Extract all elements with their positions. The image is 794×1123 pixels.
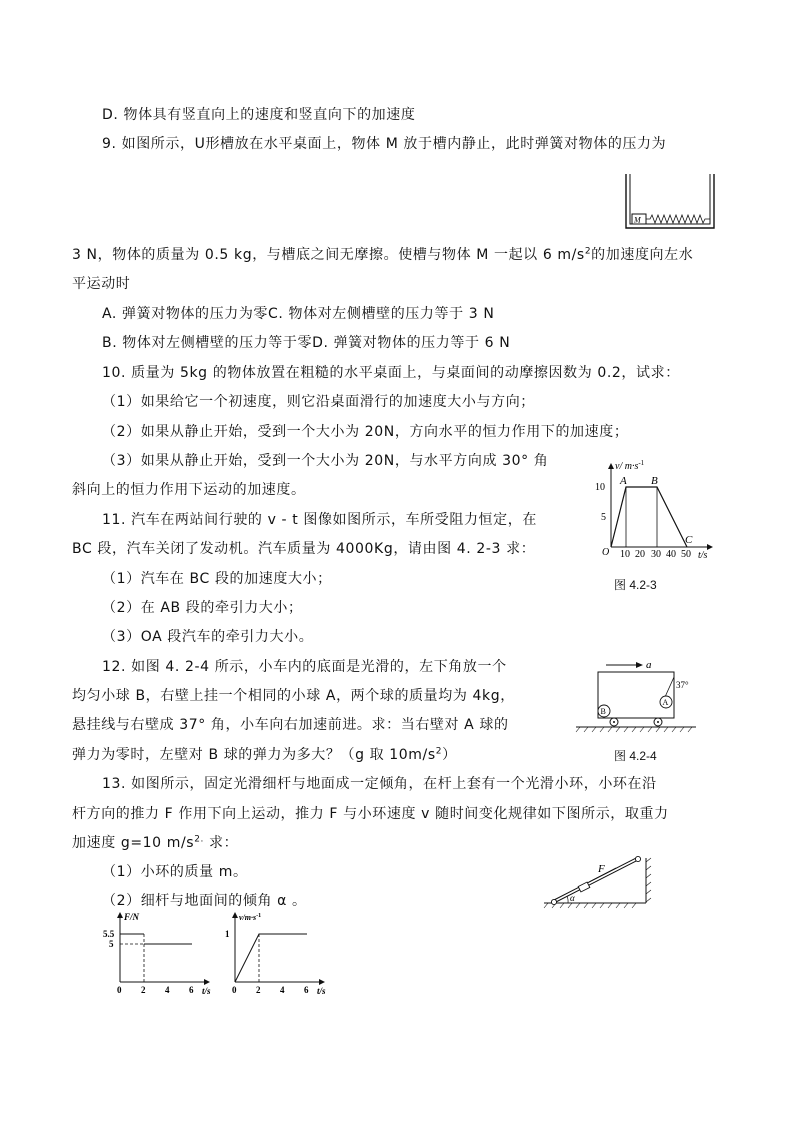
rod-pivot-top <box>635 856 640 861</box>
q11-part2: （2）在 AB 段的牵引力大小； <box>102 600 303 616</box>
q12-stem-cont: 均匀小球 B，右壁上挂一个相同的小球 A，两个球的质量均为 4kg， <box>72 688 515 704</box>
vt-ytick-10: 10 <box>595 482 605 493</box>
vt2-xtick-2: 2 <box>256 985 261 995</box>
q9-options-bd: B. 物体对左侧槽壁的压力等于零D. 弹簧对物体的压力等于 6 N <box>102 335 511 351</box>
ft-ytick-5-5: 5.5 <box>103 929 115 939</box>
angle-arc <box>567 896 568 903</box>
q12-stem-cont3: 弹力为零时，左壁对 B 球的弹力为多大？（g 取 $10m/s^2$） <box>72 746 457 763</box>
vt-origin-label: O <box>602 547 610 558</box>
q10-part3-cont: 斜向上的恒力作用下运动的加速度。 <box>72 482 306 498</box>
q13-stem-cont: 杆方向的推力 F 作用下向上运动，推力 F 与小环速度 v 随时间变化规律如下图所示，取重力 <box>72 806 669 822</box>
vt2-ylabel: $v/m\cdot s^{-1}$ <box>239 913 262 922</box>
q9-stem: 9. 如图所示，U形槽放在水平桌面上，物体 M 放于槽内静止，此时弹簧对物体的压力为 <box>102 136 667 152</box>
q9-stem-cont2: 平运动时 <box>72 276 131 292</box>
u-trough-figure <box>622 170 722 232</box>
v-t-graph-q13 <box>215 910 340 1000</box>
accel-arrowhead <box>636 662 643 668</box>
q11-part1: （1）汽车在 BC 段的加速度大小； <box>102 571 332 587</box>
q11-stem-cont: BC 段，汽车关闭了发动机。汽车质量为 4000Kg，请由图 4. 2-3 求： <box>72 541 536 557</box>
q13-part1: （1）小环的质量 m。 <box>102 864 248 880</box>
q12-stem-cont2: 悬挂线与右壁成 37° 角，小车向右加速前进。求：当右壁对 A 球的 <box>72 717 509 733</box>
vt2-series-line <box>235 934 307 982</box>
ground-hatch <box>544 903 636 908</box>
vt-y-arrow <box>608 463 614 469</box>
q13-stem: 13. 如图所示，固定光滑细杆与地面成一定倾角，在杆上套有一个光滑小环，小环在沿 <box>102 776 657 792</box>
vt-xlabel: t/s <box>698 550 708 561</box>
rod-pivot-bottom <box>551 899 556 904</box>
vt-point-c: C <box>685 534 693 546</box>
vt2-xtick-0: 0 <box>232 985 237 995</box>
ft-xtick-2: 2 <box>141 985 146 995</box>
angle-37-label: 37° <box>676 680 689 690</box>
vt-xtick-30: 30 <box>651 549 661 560</box>
vt2-xtick-4: 4 <box>280 985 285 995</box>
f-t-graph <box>100 910 215 1000</box>
q12-stem: 12. 如图 4. 2-4 所示，小车内的底面是光滑的，左下角放一个 <box>102 659 507 675</box>
accel-label: a <box>646 659 652 671</box>
vt2-xtick-6: 6 <box>304 985 309 995</box>
figure-caption-4-2-4: 图 4.2-4 <box>614 749 657 763</box>
q13-stem-cont2: 加速度 g=10 $m/s^{2.}$ 求： <box>72 834 239 851</box>
option-d-text: D. 物体具有竖直向上的速度和竖直向下的加速度 <box>102 107 416 123</box>
vt2-y-arrow <box>232 912 238 918</box>
q10-stem: 10. 质量为 5kg 的物体放置在粗糙的水平桌面上，与桌面间的动摩擦因数为 0.2，试求： <box>102 365 680 381</box>
ball-a-label: A <box>662 698 669 707</box>
vt-xtick-40: 40 <box>666 549 676 560</box>
vt-point-a: A <box>620 475 627 487</box>
q10-part2: （2）如果从静止开始，受到一个大小为 20N，方向水平的恒力作用下的加速度； <box>102 424 629 440</box>
ball-b-label: B <box>600 707 606 716</box>
force-label: F <box>598 863 605 875</box>
spring-coil <box>646 215 710 223</box>
ft-xlabel: t/s <box>202 986 211 996</box>
cart-figure <box>570 655 700 735</box>
vt-xtick-20: 20 <box>635 549 645 560</box>
angle-alpha-label: α <box>570 893 575 903</box>
q9-stem-cont: 3 N，物体的质量为 0.5 kg，与槽底之间无摩擦。使槽与物体 M 一起以 6 $m/s^2$的加速度向左水 <box>72 246 694 263</box>
ft-x-arrow <box>204 979 210 985</box>
q11-stem: 11. 汽车在两站间行驶的 v - t 图像如图所示，车所受阻力恒定，在 <box>102 512 537 528</box>
vt-series-line <box>611 487 687 547</box>
vt2-ytick-1: 1 <box>225 929 230 939</box>
ground-hatch <box>576 727 692 732</box>
q11-part3: （3）OA 段汽车的牵引力大小。 <box>102 629 314 645</box>
rod-figure <box>538 850 668 910</box>
ring <box>578 882 590 892</box>
vt-ytick-5: 5 <box>601 512 606 523</box>
ft-xtick-0: 0 <box>117 985 122 995</box>
vt-xtick-10: 10 <box>620 549 630 560</box>
vt-x-arrow <box>707 544 713 550</box>
ft-xtick-6: 6 <box>189 985 194 995</box>
figure-caption-4-2-3: 图 4.2-3 <box>614 578 657 592</box>
rod <box>554 860 638 903</box>
q13-part2: （2）细杆与地面间的倾角 α 。 <box>102 893 307 909</box>
vt2-x-arrow <box>319 979 325 985</box>
hang-string <box>665 677 674 697</box>
q10-part3: （3）如果从静止开始，受到一个大小为 20N，与水平方向成 30° 角 <box>102 453 549 469</box>
q9-options-ac: A. 弹簧对物体的压力为零C. 物体对左侧槽壁的压力等于 3 N <box>102 306 495 322</box>
mass-label: M <box>634 215 641 225</box>
q10-part1: （1）如果给它一个初速度，则它沿桌面滑行的加速度大小与方向； <box>102 394 535 410</box>
ft-y-arrow <box>117 912 123 918</box>
vt2-xlabel: t/s <box>317 986 326 996</box>
ft-ylabel: F/N <box>124 912 140 922</box>
vt-ylabel: v/ $m\cdot s^{-1}$ <box>615 459 645 472</box>
vt-xtick-50: 50 <box>681 549 691 560</box>
vt-graph <box>595 455 720 565</box>
ft-xtick-4: 4 <box>165 985 170 995</box>
wall-hatch <box>646 858 651 902</box>
vt-point-b: B <box>651 475 658 487</box>
ft-ytick-5: 5 <box>109 939 114 949</box>
